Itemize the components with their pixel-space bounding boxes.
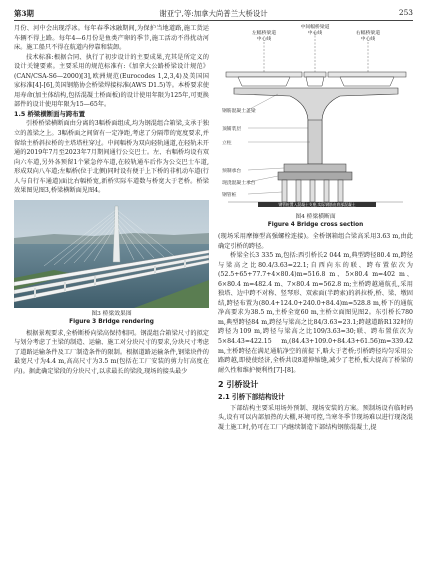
right-column [218,24,413,432]
running-header [14,6,413,20]
left-column [14,24,209,377]
deck-layer-label: 顶铺装层 [222,127,242,132]
right-centerline-label: 中心线 [360,37,376,42]
paragraph-span-layout: 桥梁全长3 335 m,包括:西引桥长2 044 m,典型跨径80.4 m,跨径与梁高之比80.4/3.63=22.1;自西向东的联、跨布置依次为(52.5+65+77.7+4×80.4)m=516.8 m、5×80.4 m=402 m、6×80.4 m=482.4 m、7×80.4 m=562.8 m;主桥跨越通航孔,采用独塔、边中跨不对称、竖琴形、双索面(半跨索)的斜拉桥,桥、梁、墩固结,跨径布置为(80.4+124.0+240.0+84.4)m=528.8 m,桥下的通航净高要求为38.5 m,主桥全宽60 m,主桥立面图见图2。东引桥长780 m,典型跨径84 m,跨径与梁高之比84/3.63=23.1;跨越道路R132时的跨径为109 m,跨径与梁高之比109/3.63=30;联、跨布置依次为5×84.43=422.15 m,(84.43+109.0+84.43+61.56)m=339.42 m,主桥跨径在满足通航净空的前提下,略大于老桥;引桥跨径均匀采用公路跨越,即使使经济,全桥共设8道伸缩缝,减少了老桥,板大提高了桥梁的耐久性和维护便利性[7]-[8]。 [218,252,413,374]
header-rule [14,20,413,21]
paragraph-technical-standards: 技术标准:根据合同、执行了初步设计的主要成果,充其是所定义的设计关键要素。主要采用的规范标准有:《加拿大公路桥梁设计规范》(CAN/CSA-S6—2000)[3],欧洲规范(Eurocodes 1,2,3,4)及美国国家标准[4]-[6],美国钢筋协会桥梁焊接标准(AWS D1.5)等。本桥要求使用寿命(加主体结构,包括混凝土桥面板)的设计使用年限为125年,可更换部件的设计使用年限为15—65年。 [14,53,209,109]
left-deck-label: 左幅桥梁道 [252,31,276,36]
cast-plinth-label: 现浇混凝土承台 [222,181,256,186]
middle-centerline-label: 中心线 [307,31,323,36]
figure-4-cross-section-diagram [218,24,413,212]
figure-3-caption-en: Figure 3 Bridge rendering [69,318,154,325]
paragraph-girder-height: (现场采用摩擦型高强螺栓连接)。全桥钢箱组合梁高采用3.63 m,由此确定引桥的跨径。 [218,233,413,250]
figure-3-bridge-rendering [14,200,209,308]
figure-4-caption-en: Figure 4 Bridge cross section [267,222,364,228]
section-heading-2: 2 引桥设计 [218,380,259,390]
figure-4-caption-cn: 图4 桥梁横断面 [295,214,336,220]
paragraph-continuation: 月份、河中会出现浮冰。每年春季冰融期间,为保护当地道路,施工货运车辆不得上路。每年4—6月份是鱼类产卵的季节,施工活动不得扰动河床。施工船只不得在航道内停靠和装卸。 [14,25,209,52]
pile-label: 钢管桩 [222,193,237,198]
column-label: 立柱 [222,141,232,146]
section-heading-2-1: 2.1 引桥下部结构设计 [218,393,285,402]
page-number: 253 [398,8,413,17]
running-title: 谢亚宁,等:加拿大尚普兰大桥设计 [159,9,268,18]
section-heading-1-5: 1.5 桥梁横断面与跨布置 [14,109,86,118]
left-centerline-label: 中心线 [256,37,272,42]
pile-note: 钢管桩置入混凝土支座,实际钢筋由底部混凝土 [278,202,356,207]
middle-deck-label: 中间幅桥梁道 [300,25,330,30]
pier-cap-label: 钢筋混凝土盖梁 [222,109,256,114]
figure-3-caption-cn: 图3 桥梁效果图 [91,310,132,317]
paragraph-girder-design: 根据景观要求,全桥断桥向梁高保持相同。钢混组合箱梁尺寸的拟定与划分考虑了主梁的制造、运输、施工对分块尺寸的要求,分块尺寸考虑了道路运输条件及工厂制造条件的限制。根据道路运输条件,钢梁块件的最宽尺寸为4.4 m,高高尺寸为3.5 m(包括在工厂安装的剪力钉高度在内)。据此确定梁段的分块尺寸,以求最长的梁段,现场的接头最少 [14,329,209,376]
precast-base-label: 预制承台 [222,169,242,174]
paragraph-cross-section: 引桥桥梁横断面由分离的3幅桥面组成,均为钢混组合箱梁,支承于独立的盖梁之上。3幅桥面之间留有一定净距,考虑了分隔带的宽度要求,并留给主桥斜拉桥的主塔塔柱穿过。中间幅桥为双向轻轨通道,在轻轨未开通的2019年7月至2023年7月期间通行公交巴士。左、右幅桥均设有双向六车道,另外各预留1个紧急停车道,在较轨通车后作为公交巴士车道,形成双向八车道;左幅桥(位于北侧)同时设有便于上下桥的非机动车道(行人与自行车通道)面比右幅桥宽,新桥实际车道数与桥宽大于老桥。桥梁效果图见图3,桥梁横断面见图4。 [14,120,209,195]
paragraph-substructure: 下部结构主要采用场外预制、现场安装的方案。预制场设有临时码头,设有可以内部加热的大棚,环境可控,当寒冬季节现场难以进行现浇混凝土施工时,仍可在工厂内继续制造下部结构钢筋混凝土,提 [218,404,413,431]
issue-number: 第3期 [14,9,34,18]
right-deck-label: 右幅桥梁道 [356,31,380,36]
